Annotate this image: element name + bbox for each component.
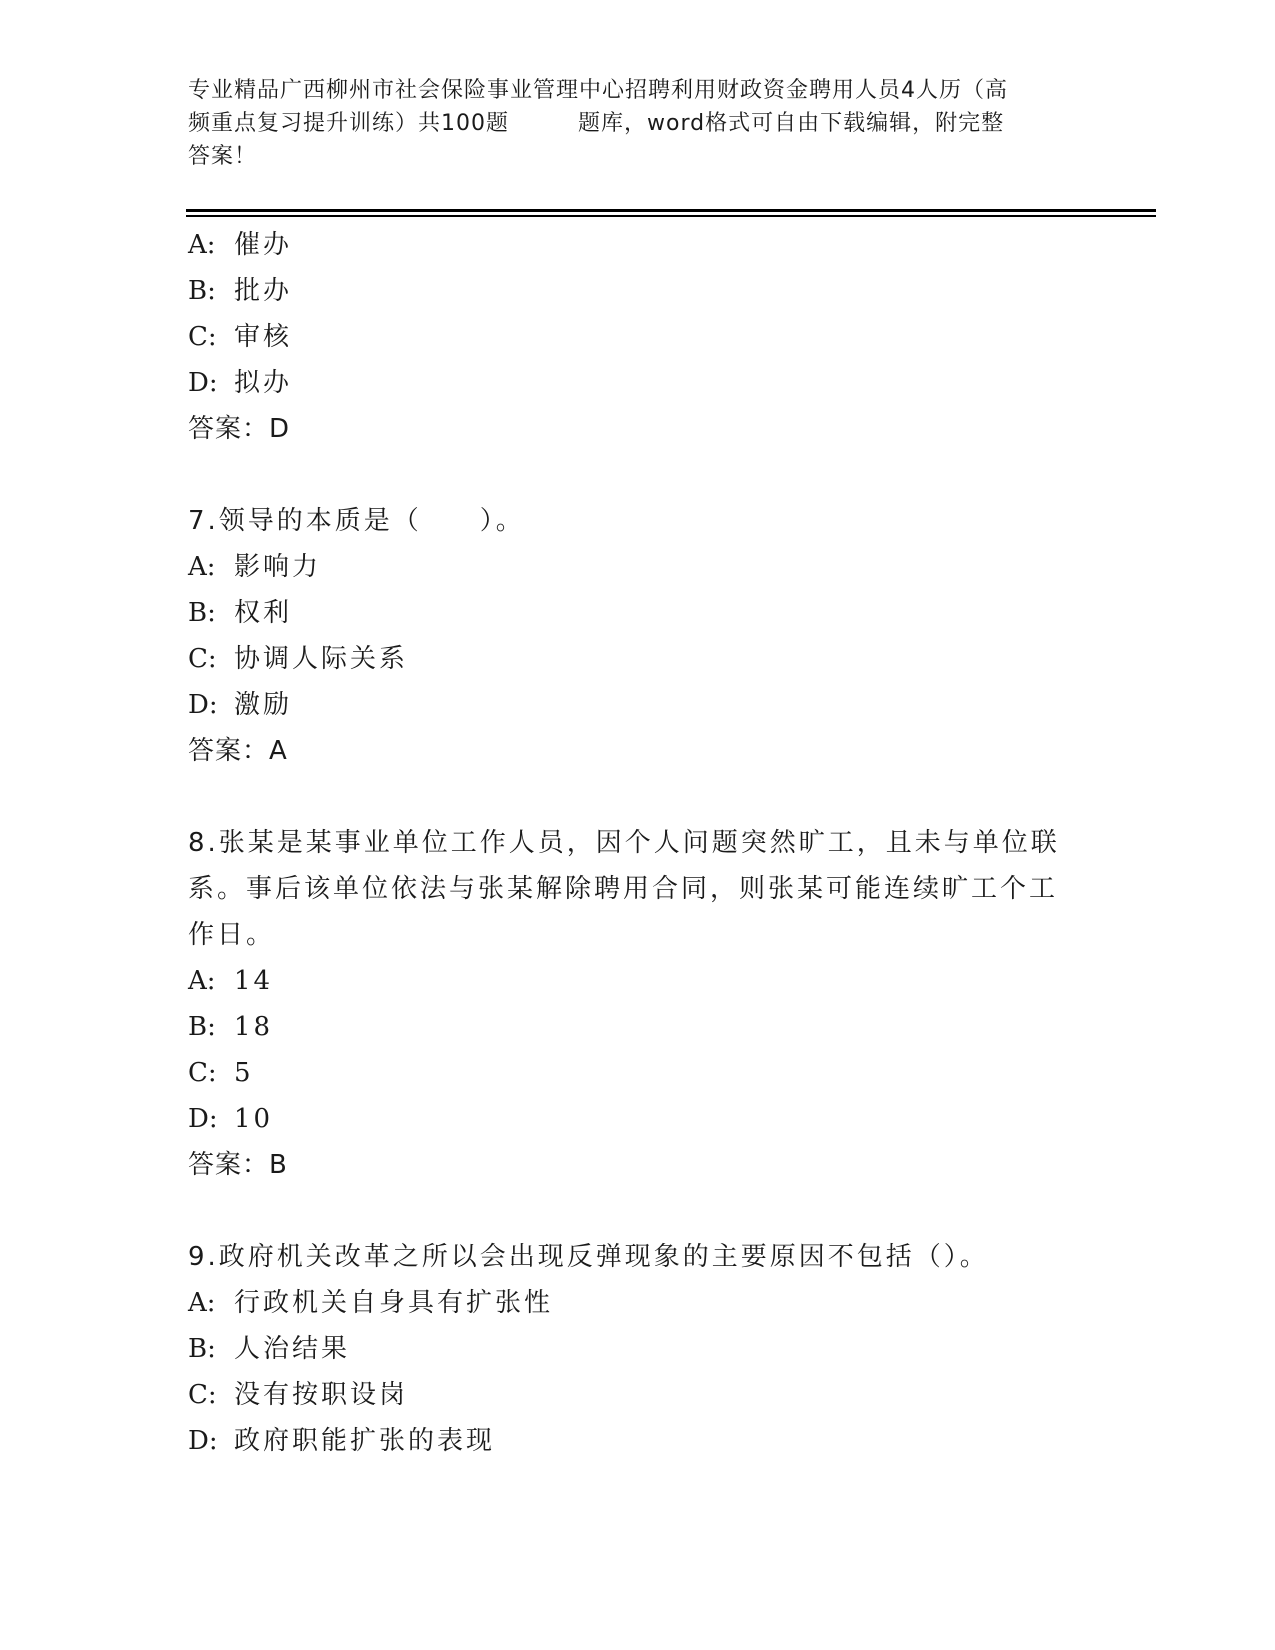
title-line-2: 频重点复习提升训练）共100题 题库，word格式可自由下载编辑，附完整 xyxy=(188,111,1005,136)
option-text: 18 xyxy=(234,1012,274,1042)
title-line-3: 答案！ xyxy=(188,144,258,169)
option-d xyxy=(188,1418,1088,1464)
question-7 xyxy=(188,498,1088,774)
option-text: 10 xyxy=(234,1104,274,1134)
question-6 xyxy=(188,222,1088,452)
question-text-line-3: 作日。 xyxy=(188,920,276,950)
option-letter: C: xyxy=(188,644,217,674)
option-text: 批办 xyxy=(234,276,293,306)
question-9 xyxy=(188,1234,1088,1464)
option-d xyxy=(188,360,1088,406)
option-b xyxy=(188,1326,1088,1372)
option-letter: A: xyxy=(188,1288,216,1318)
option-letter: B: xyxy=(188,598,216,628)
option-letter: B: xyxy=(188,276,216,306)
option-letter: D: xyxy=(188,690,218,720)
title-line-1: 专业精品广西柳州市社会保险事业管理中心招聘利用财政资金聘用人员4人历（高 xyxy=(188,78,1008,103)
option-a xyxy=(188,544,1088,590)
option-text: 激励 xyxy=(234,690,293,720)
header-divider-thick xyxy=(186,209,1156,212)
option-a xyxy=(188,222,1088,268)
option-text: 人治结果 xyxy=(234,1334,351,1364)
option-letter: A: xyxy=(188,552,216,582)
option-text: 催办 xyxy=(234,230,293,260)
question-list xyxy=(188,222,1088,1464)
option-b xyxy=(188,590,1088,636)
option-letter: A: xyxy=(188,230,216,260)
question-8 xyxy=(188,820,1088,1188)
option-text: 拟办 xyxy=(234,368,293,398)
answer-line: 答案：D xyxy=(188,414,291,444)
option-text: 5 xyxy=(234,1058,254,1088)
option-text: 14 xyxy=(234,966,274,996)
option-c xyxy=(188,314,1088,360)
option-text: 行政机关自身具有扩张性 xyxy=(234,1288,554,1318)
option-text: 政府职能扩张的表现 xyxy=(234,1426,496,1456)
option-text: 没有按职设岗 xyxy=(234,1380,409,1410)
option-b xyxy=(188,1004,1088,1050)
option-a xyxy=(188,1280,1088,1326)
option-c xyxy=(188,636,1088,682)
answer-line: 答案：A xyxy=(188,736,288,766)
option-text: 审核 xyxy=(234,322,293,352)
question-text-line-1: 8.张某是某事业单位工作人员，因个人问题突然旷工，且未与单位联 xyxy=(188,828,1060,858)
option-letter: D: xyxy=(188,1104,218,1134)
option-letter: D: xyxy=(188,1426,218,1456)
option-text: 影响力 xyxy=(234,552,322,582)
option-text: 协调人际关系 xyxy=(234,644,409,674)
option-letter: D: xyxy=(188,368,218,398)
option-a xyxy=(188,958,1088,1004)
option-letter: A: xyxy=(188,966,216,996)
option-letter: B: xyxy=(188,1012,216,1042)
answer-line: 答案：B xyxy=(188,1150,288,1180)
option-c xyxy=(188,1372,1088,1418)
option-letter: C: xyxy=(188,1380,217,1410)
option-letter: C: xyxy=(188,1058,217,1088)
document-title xyxy=(188,74,1088,173)
option-letter: B: xyxy=(188,1334,216,1364)
header-divider-thin xyxy=(186,215,1156,217)
option-d xyxy=(188,1096,1088,1142)
option-text: 权利 xyxy=(234,598,293,628)
option-letter: C: xyxy=(188,322,217,352)
option-d xyxy=(188,682,1088,728)
option-c xyxy=(188,1050,1088,1096)
question-text-line-2: 系。事后该单位依法与张某解除聘用合同，则张某可能连续旷工个工 xyxy=(188,874,1059,904)
option-b xyxy=(188,268,1088,314)
question-text: 7.领导的本质是（ ）。 xyxy=(188,506,525,536)
question-text: 9.政府机关改革之所以会出现反弹现象的主要原因不包括（）。 xyxy=(188,1242,989,1272)
